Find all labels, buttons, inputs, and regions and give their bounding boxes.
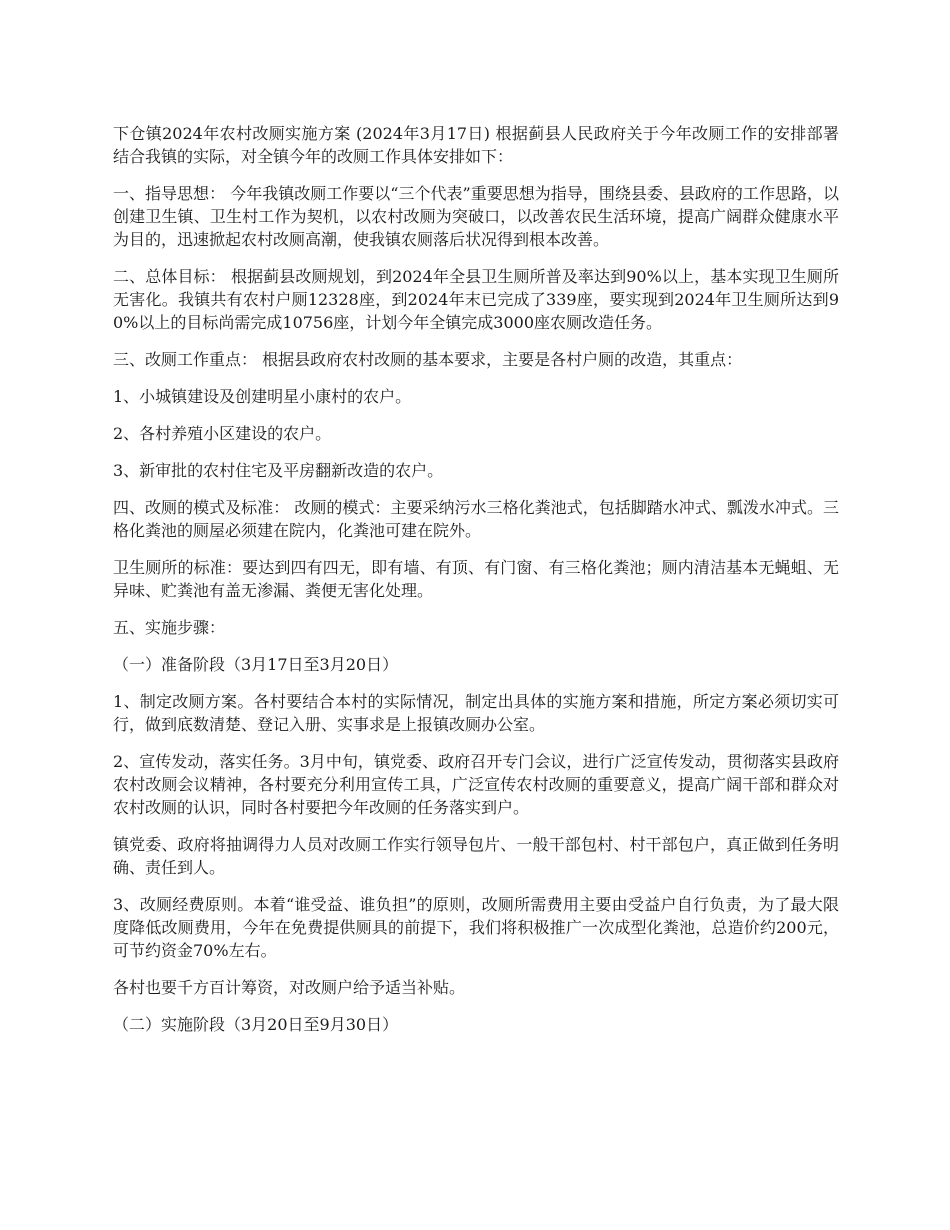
funding-principle-paragraph: 3、改厕经费原则。本着“谁受益、谁负担”的原则，改厕所需费用主要由受益户自行负责，为了最大限度降低改厕费用，今年在免费提供厕具的前提下，我们将积极推广一次成型化粪池，总造价约200元，可节约资金70%左右。 (113, 895, 839, 960)
responsibility-paragraph: 镇党委、政府将抽调得力人员对改厕工作实行领导包片、一般干部包村、村干部包户，真正做到任务明确、责任到人。 (113, 835, 839, 877)
steps-heading: 五、实施步骤： (113, 618, 226, 637)
mode-standard-paragraph: 四、改厕的模式及标准： 改厕的模式：主要采纳污水三格化粪池式，包括脚踏水冲式、瓢泼水冲式。三格化粪池的厕屋必须建在院内，化粪池可建在院外。 (113, 498, 839, 540)
preparation-stage-heading: （一）准备阶段（3月17日至3月20日） (113, 655, 399, 674)
focus-item-1: 1、小城镇建设及创建明星小康村的农户。 (113, 387, 412, 406)
guiding-ideology-paragraph: 一、指导思想： 今年我镇改厕工作要以“三个代表”重要思想为指导，围绕县委、县政府的工作思路，以创建卫生镇、卫生村工作为契机，以农村改厕为突破口，以改善农民生活环境，提高广阔群众健康水平为目的，迅速掀起农村改厕高潮，使我镇农厕落后状况得到根本改善。 (113, 184, 839, 249)
step-publicity-paragraph: 2、宣传发动，落实任务。3月中旬，镇党委、政府召开专门会议，进行广泛宣传发动，贯彻落实县政府农村改厕会议精神，各村要充分利用宣传工具，广泛宣传农村改厕的重要意义，提高广阔干部和群众对农村改厕的认识，同时各村要把今年改厕的任务落实到户。 (113, 752, 839, 817)
implementation-stage-heading: （二）实施阶段（3月20日至9月30日） (113, 1015, 399, 1034)
step-plan-paragraph: 1、制定改厕方案。各村要结合本村的实际情况，制定出具体的实施方案和措施，所定方案必须切实可行，做到底数清楚、登记入册、实事求是上报镇改厕办公室。 (113, 692, 839, 734)
sanitary-standard-paragraph: 卫生厕所的标准：要达到四有四无，即有墙、有顶、有门窗、有三格化粪池；厕内清洁基本无蝇蛆、无异味、贮粪池有盖无渗漏、粪便无害化处理。 (113, 558, 839, 600)
work-focus-paragraph: 三、改厕工作重点： 根据县政府农村改厕的基本要求，主要是各村户厕的改造，其重点： (113, 350, 743, 369)
document-body (113, 122, 839, 1050)
focus-item-3: 3、新审批的农村住宅及平房翻新改造的农户。 (113, 461, 444, 480)
focus-item-2: 2、各村养殖小区建设的农户。 (113, 424, 332, 443)
overall-goal-paragraph: 二、总体目标： 根据蓟县改厕规划，到2024年全县卫生厕所普及率达到90%以上，基本实现卫生厕所无害化。我镇共有农村户厕12328座，到2024年末已完成了339座，要实现到2024年卫生厕所达到90%以上的目标尚需完成10756座，计划今年全镇完成3000座农厕改造任务。 (113, 267, 839, 332)
intro-paragraph: 下仓镇2024年农村改厕实施方案 (2024年3月17日) 根据蓟县人民政府关于今年改厕工作的安排部署结合我镇的实际，对全镇今年的改厕工作具体安排如下： (113, 124, 839, 166)
subsidy-paragraph: 各村也要千方百计筹资，对改厕户给予适当补贴。 (113, 978, 466, 997)
